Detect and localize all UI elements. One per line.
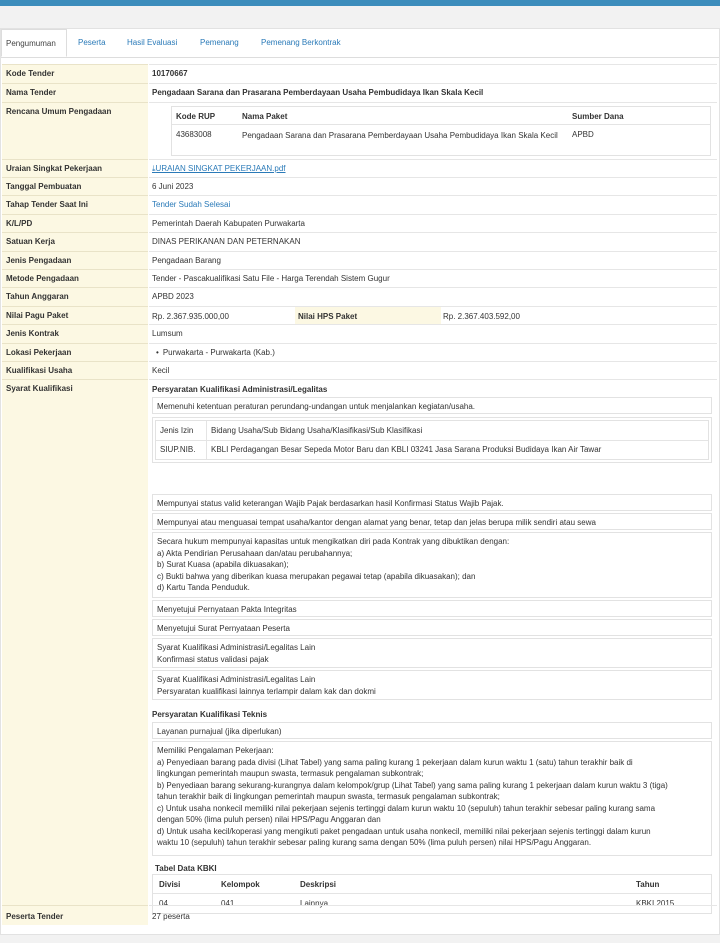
label-hps: Nilai HPS Paket bbox=[295, 307, 441, 324]
pagu-row bbox=[149, 306, 717, 324]
admin-req-4-line: d) Kartu Tanda Penduduk. bbox=[157, 583, 250, 592]
tab-pengumuman[interactable]: Pengumuman bbox=[1, 29, 67, 57]
value-pagu: Rp. 2.367.935.000,00 bbox=[152, 312, 229, 321]
teknis-req-2-line: waktu 10 (sepuluh) tahun terakhir sebesar paling kurang sama dengan 50% (lima puluh persen) nilai HPS/Pagu Anggaran. bbox=[157, 838, 592, 847]
kbki-header-kelompok: Kelompok bbox=[221, 880, 260, 889]
value-satker: DINAS PERIKANAN DAN PETERNAKAN bbox=[149, 232, 717, 251]
teknis-req-2-line: dengan 50% (lima puluh persen) nilai HPS/Pagu Anggaran dan bbox=[157, 815, 381, 824]
rup-kode: 43683008 bbox=[176, 130, 212, 139]
rup-table bbox=[171, 106, 711, 156]
value-nama-tender: Pengadaan Sarana dan Prasarana Pemberdayaan Usaha Pembudidaya Ikan Skala Kecil bbox=[149, 83, 717, 102]
teknis-req-2-line: Memiliki Pengalaman Pekerjaan: bbox=[157, 746, 274, 755]
rup-header-sumber: Sumber Dana bbox=[572, 112, 624, 121]
admin-req-4-line: a) Akta Pendirian Perusahaan dan/atau perubahannya; bbox=[157, 548, 353, 558]
admin-req-4-line: c) Bukti bahwa yang diberikan kuasa merupakan pegawai tetap (apabila dikuasakan); dan bbox=[157, 571, 476, 581]
tab-pemenang-berkontrak[interactable]: Pemenang Berkontrak bbox=[261, 38, 341, 47]
label-klpd: K/L/PD bbox=[2, 214, 148, 232]
teknis-req-2-line: lingkungan pemerintah maupun swasta, termasuk pengalaman subkontrak; bbox=[157, 769, 424, 778]
kbki-kelompok: 041 bbox=[221, 899, 235, 908]
top-bar bbox=[0, 0, 720, 6]
izin-jenis: SIUP.NIB. bbox=[160, 445, 196, 454]
value-tanggal: 6 Juni 2023 bbox=[149, 177, 717, 195]
teknis-title: Persyaratan Kualifikasi Teknis bbox=[152, 710, 268, 719]
label-kualifikasi: Kualifikasi Usaha bbox=[2, 361, 148, 379]
admin-req-4-line: b) Surat Kuasa (apabila dikuasakan); bbox=[157, 560, 289, 569]
value-hps: Rp. 2.367.403.592,00 bbox=[443, 312, 520, 321]
value-jenis: Pengadaan Barang bbox=[149, 251, 717, 269]
label-pagu: Nilai Pagu Paket bbox=[2, 306, 148, 324]
admin-req-3: Mempunyai atau menguasai tempat usaha/kantor dengan alamat yang benar, tetap dan jelas berupa milik sendiri atau sewa bbox=[152, 513, 712, 530]
syarat-container bbox=[149, 379, 717, 908]
label-kode-tender: Kode Tender bbox=[2, 64, 148, 83]
teknis-req-2-line: c) Untuk usaha nonkecil memiliki nilai pekerjaan sejenis tertinggi dalam kurun waktu 10 (sepuluh) tahun terakhir sebesar paling kurang sama bbox=[157, 803, 656, 813]
izin-table bbox=[155, 420, 709, 460]
uraian-download-link[interactable] bbox=[152, 164, 286, 173]
teknis-req-2-line: tahun terakhir baik di lingkungan pemerintah maupun swasta, termasuk pengalaman subkontrak; bbox=[157, 792, 500, 801]
admin-req-2: Mempunyai status valid keterangan Wajib Pajak berdasarkan hasil Konfirmasi Status Wajib Pajak. bbox=[152, 494, 712, 511]
admin-req-7-line: Konfirmasi status validasi pajak bbox=[157, 654, 269, 664]
label-tanggal: Tanggal Pembuatan bbox=[2, 177, 148, 195]
teknis-req-2 bbox=[152, 741, 712, 856]
tab-peserta[interactable]: Peserta bbox=[78, 38, 106, 47]
bullet-icon: • bbox=[156, 348, 159, 357]
izin-header-jenis: Jenis Izin bbox=[160, 426, 194, 435]
label-jenis: Jenis Pengadaan bbox=[2, 251, 148, 269]
kbki-tahun: KBKI 2015 bbox=[636, 899, 675, 908]
tab-bar bbox=[1, 29, 719, 58]
value-peserta: 27 peserta bbox=[149, 905, 717, 925]
lokasi-item bbox=[149, 343, 717, 361]
tahap-link[interactable]: Tender Sudah Selesai bbox=[149, 195, 717, 214]
label-lokasi: Lokasi Pekerjaan bbox=[2, 343, 148, 361]
teknis-req-2-line: a) Penyediaan barang pada divisi (Lihat Tabel) yang sama paling kurang 1 pekerjaan dalam kurun waktu 1 (satu) tahun terakhir baik di bbox=[157, 757, 633, 767]
label-tahun: Tahun Anggaran bbox=[2, 287, 148, 306]
kbki-header-tahun: Tahun bbox=[636, 880, 660, 889]
admin-title: Persyaratan Kualifikasi Administrasi/Legalitas bbox=[152, 385, 328, 394]
rup-header-nama: Nama Paket bbox=[242, 112, 288, 121]
label-uraian: Uraian Singkat Pekerjaan bbox=[2, 159, 148, 177]
label-rup: Rencana Umum Pengadaan bbox=[2, 102, 148, 159]
label-satker: Satuan Kerja bbox=[2, 232, 148, 251]
admin-req-4-line: Secara hukum mempunyai kapasitas untuk mengikatkan diri pada Kontrak yang dibuktikan dengan: bbox=[157, 537, 510, 546]
value-lokasi: Purwakarta - Purwakarta (Kab.) bbox=[162, 348, 275, 357]
value-jenis-kontrak: Lumsum bbox=[149, 324, 717, 343]
kbki-title: Tabel Data KBKI bbox=[155, 864, 217, 873]
tender-panel bbox=[0, 28, 720, 935]
label-metode: Metode Pengadaan bbox=[2, 269, 148, 287]
admin-req-7 bbox=[152, 638, 712, 668]
teknis-req-1: Layanan purnajual (jika diperlukan) bbox=[152, 722, 712, 739]
admin-req-6: Menyetujui Surat Pernyataan Peserta bbox=[152, 619, 712, 636]
kbki-deskripsi: Lainnya bbox=[300, 899, 329, 908]
admin-req-8 bbox=[152, 670, 712, 700]
teknis-req-2-line: b) Penyediaan barang sekurang-kurangnya dalam kelompok/grup (Lihat Tabel) yang sama paling kurang 1 pekerjaan dalam kurun waktu 3 (tiga) bbox=[157, 780, 668, 790]
label-tahap: Tahap Tender Saat Ini bbox=[2, 195, 148, 214]
rup-nama-paket: Pengadaan Sarana dan Prasarana Pemberdayaan Usaha Pembudidaya Ikan Skala Kecil bbox=[242, 131, 558, 140]
rup-header-kode: Kode RUP bbox=[176, 112, 216, 121]
download-icon: ⤓ bbox=[152, 164, 156, 173]
admin-req-8-line: Syarat Kualifikasi Administrasi/Legalitas Lain bbox=[157, 675, 316, 684]
tab-pemenang[interactable]: Pemenang bbox=[200, 38, 239, 47]
value-kualifikasi: Kecil bbox=[149, 361, 717, 379]
kbki-header-divisi: Divisi bbox=[159, 880, 181, 889]
value-tahun: APBD 2023 bbox=[149, 287, 717, 306]
uraian-link-text: URAIAN SINGKAT PEKERJAAN.pdf bbox=[155, 164, 286, 173]
tab-hasil-evaluasi[interactable]: Hasil Evaluasi bbox=[127, 38, 178, 47]
rup-sumber-dana: APBD bbox=[572, 130, 594, 139]
admin-req-4 bbox=[152, 532, 712, 598]
label-syarat: Syarat Kualifikasi bbox=[2, 379, 148, 905]
kbki-header-deskripsi: Deskripsi bbox=[300, 880, 337, 889]
label-jenis-kontrak: Jenis Kontrak bbox=[2, 324, 148, 343]
rup-container bbox=[149, 102, 717, 159]
value-klpd: Pemerintah Daerah Kabupaten Purwakarta bbox=[149, 214, 717, 232]
kbki-divisi: 04 bbox=[159, 899, 168, 908]
izin-container bbox=[152, 417, 712, 463]
label-peserta: Peserta Tender bbox=[2, 905, 148, 925]
admin-req-8-line: Persyaratan kualifikasi lainnya terlampir dalam kak dan dokmi bbox=[157, 686, 376, 696]
admin-req-7-line: Syarat Kualifikasi Administrasi/Legalitas Lain bbox=[157, 643, 316, 652]
admin-req-1: Memenuhi ketentuan peraturan perundang-undangan untuk menjalankan kegiatan/usaha. bbox=[152, 397, 712, 414]
izin-bidang: KBLI Perdagangan Besar Sepeda Motor Baru dan KBLI 03241 Jasa Sarana Produksi Budidaya Ikan Air Tawar bbox=[211, 445, 602, 454]
admin-req-5: Menyetujui Pernyataan Pakta Integritas bbox=[152, 600, 712, 617]
izin-header-bidang: Bidang Usaha/Sub Bidang Usaha/Klasifikasi/Sub Klasifikasi bbox=[211, 426, 423, 435]
value-metode: Tender - Pascakualifikasi Satu File - Harga Terendah Sistem Gugur bbox=[149, 269, 717, 287]
label-nama-tender: Nama Tender bbox=[2, 83, 148, 102]
uraian-container bbox=[149, 159, 717, 177]
teknis-req-2-line: d) Untuk usaha kecil/koperasi yang mengikuti paket pengadaan untuk usaha nonkecil, memiliki nilai pekerjaan sejenis tertinggi dalam kurun bbox=[157, 826, 651, 836]
value-kode-tender: 10170667 bbox=[149, 64, 717, 83]
